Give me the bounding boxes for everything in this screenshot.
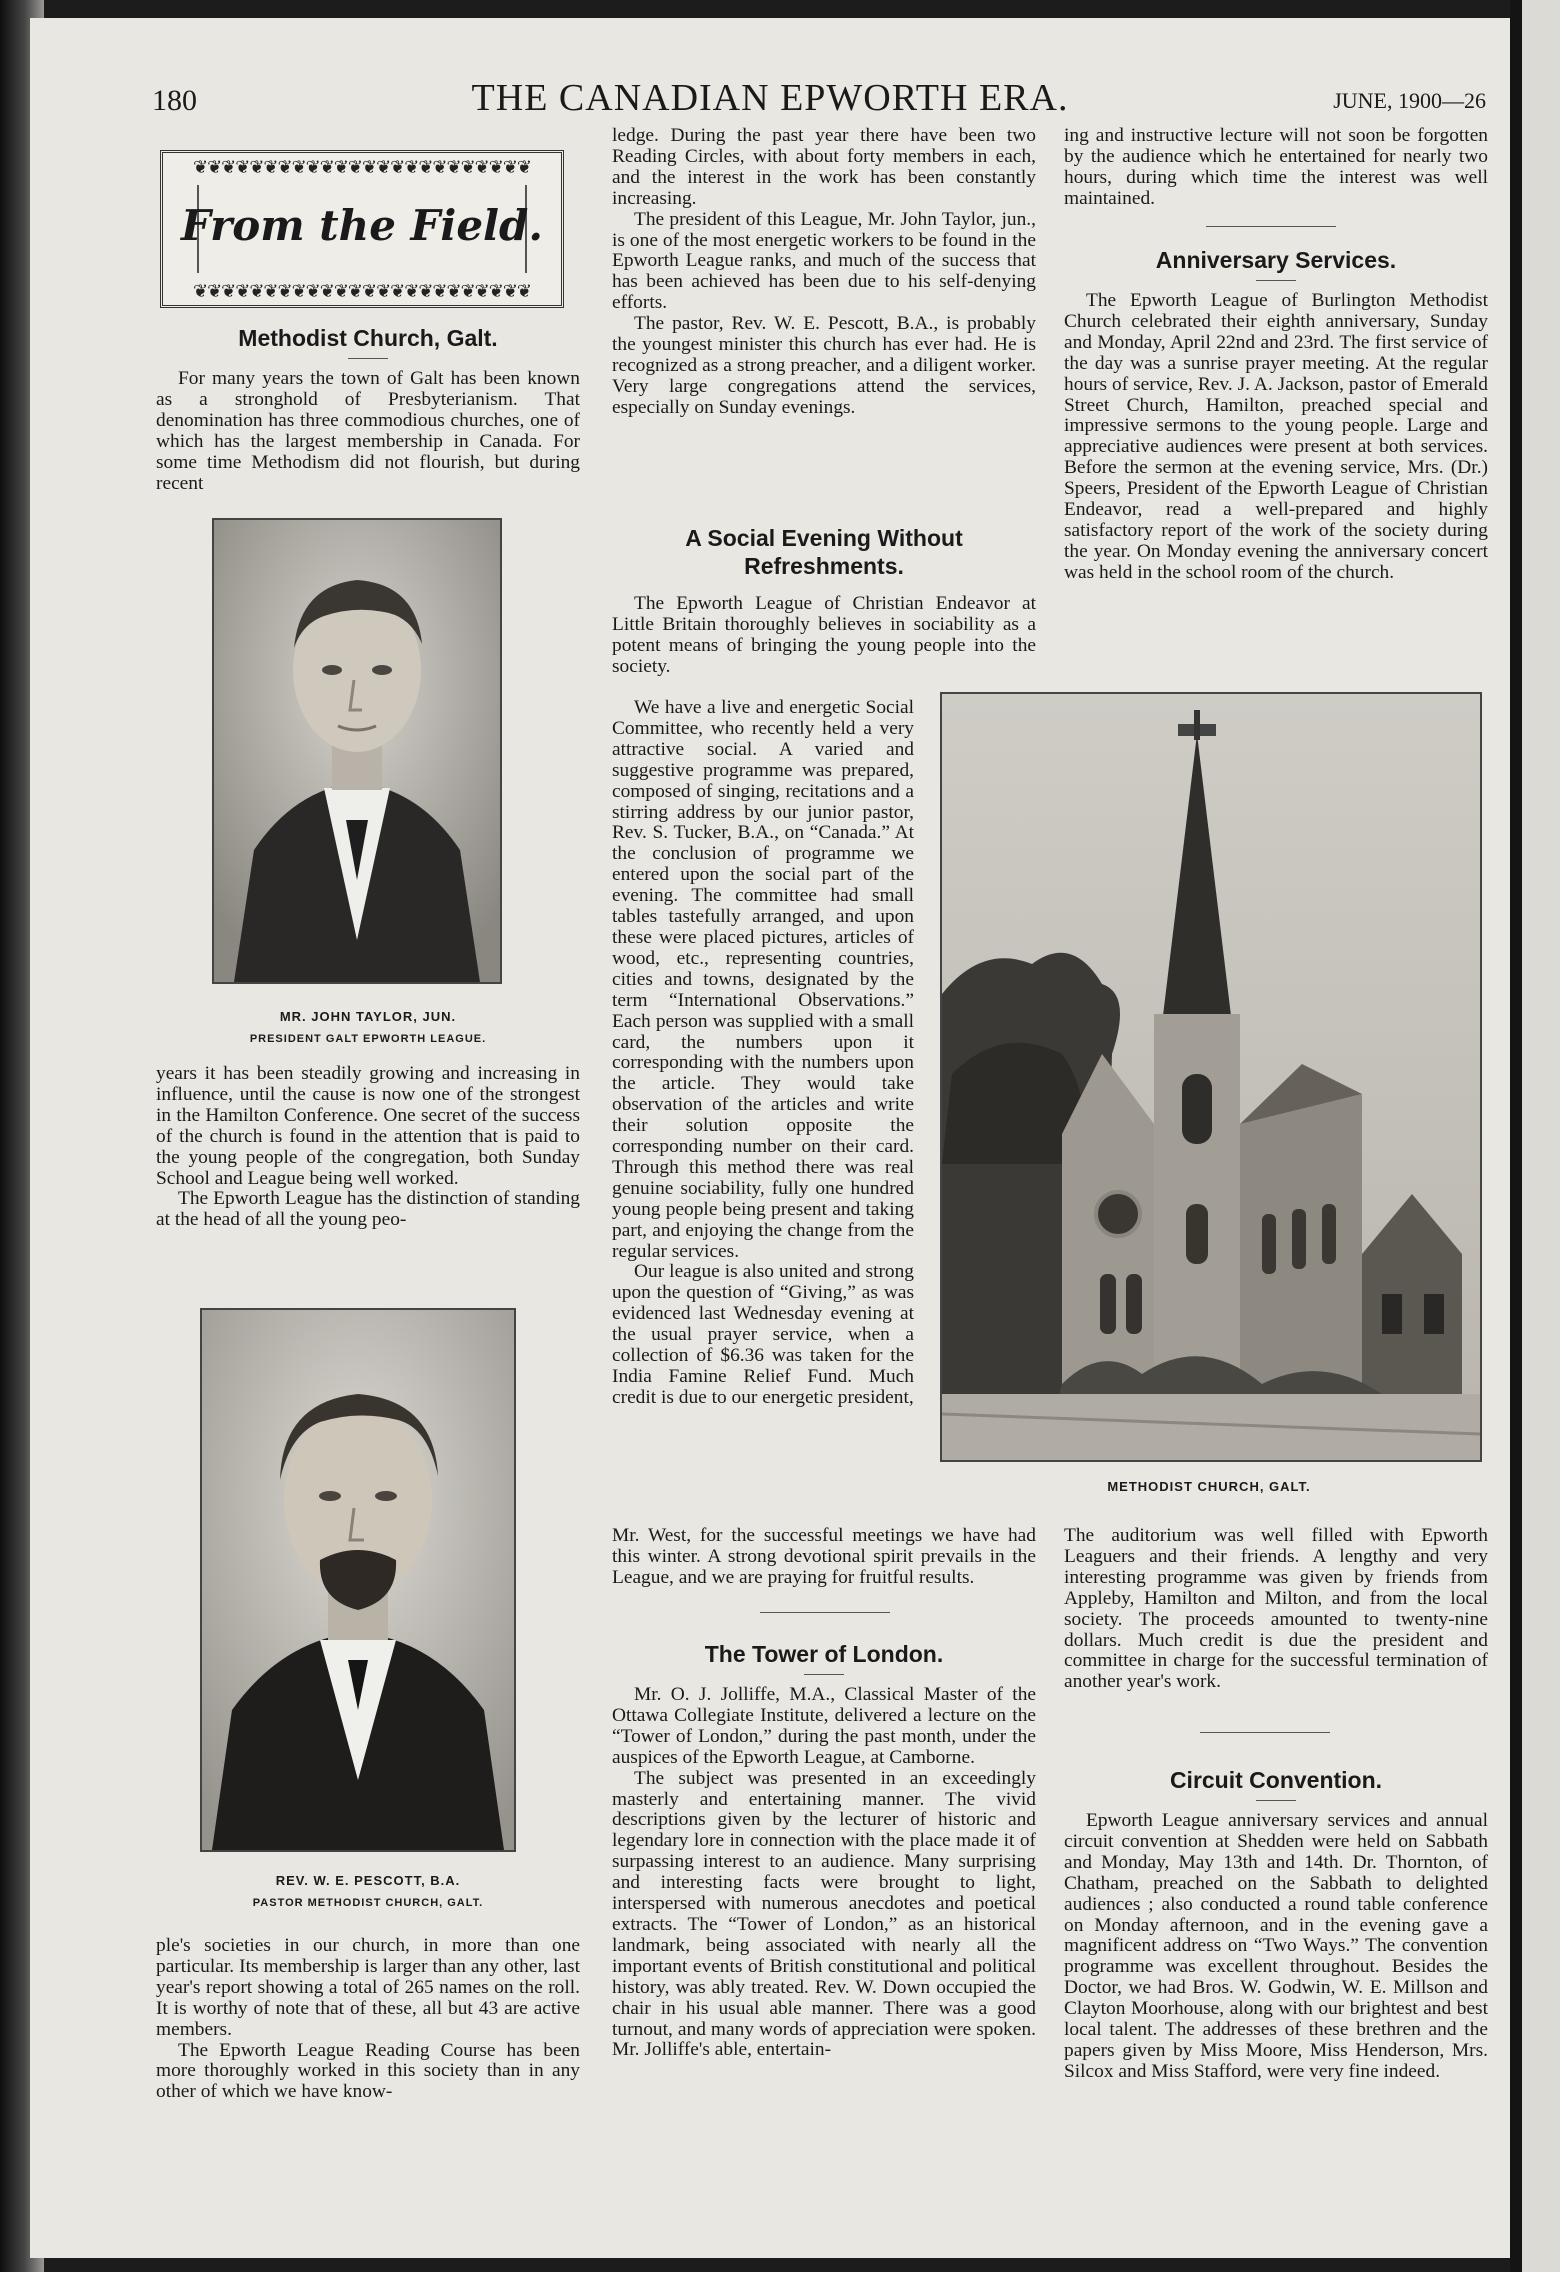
- circuit-article-title: Circuit Convention.: [1169, 1767, 1383, 1793]
- galt-article-col2: [612, 126, 1036, 419]
- anniversary-paragraph: The auditorium was well filled with Epworth Leaguers and their friends. A lengthy and very interesting programme was given by friends from Appleby, Hamilton and Milton, and from the local society. The proceeds amounted to twenty-nine dollars. Much credit is due the president and committee in charge for the successful termination of another year's work.: [1064, 1525, 1488, 1693]
- galt-paragraph: ple's societies in our church, in more than one particular. Its membership is larger than any other, last year's report showing a total of 265 names on the roll. It is worthy of note that of these, all but 43 are active members.: [156, 1935, 580, 2040]
- issue-date: JUNE, 1900—26: [1333, 88, 1486, 113]
- galt-paragraph: The Epworth League has the distinction of standing at the head of all the young peo-: [156, 1188, 580, 1231]
- circuit-paragraph: Epworth League anniversary services and annual circuit convention at Shedden were held on Sabbath and Monday, May 13th and 14th. Dr. Thornton, of Chatham, preached on the Sabbath to delighted audiences ; also conducted a round table conference on Monday afternoon, and in the evening gave a magnificent address on “Two Ways.” The convention programme was excellent throughout. Besides the Doctor, we had Bros. W. Godwin, W. E. Millson and Clayton Moorhouse, along with our brightest and best local talent. The addresses of these brethren and the papers given by Miss Moore, Miss Henderson, Mrs. Silcox and Miss Stafford, were very fine indeed.: [1064, 1810, 1488, 2082]
- galt-paragraph: The Epworth League Reading Course has been more thoroughly worked in this society than in any other of which we have know-: [156, 2039, 580, 2103]
- galt-paragraph: ledge. During the past year there have been two Reading Circles, with about forty members in each, and the interest in the work has been constantly increasing.: [612, 125, 1036, 209]
- social-paragraph: Mr. West, for the successful meetings we have had this winter. A strong devotional spirit prevails in the League, and we are praying for fruitful results.: [612, 1525, 1036, 1588]
- caption-name: REV. W. E. PESCOTT, B.A.: [275, 1873, 461, 1888]
- social-paragraph: Our league is also united and strong upon the question of “Giving,” as was evidenced last Wednesday evening at the usual prayer service, when a collection of $6.36 was taken for the India Famine Relief Fund. Much credit is due to our energetic president,: [612, 1261, 914, 1408]
- page-number: 180: [152, 84, 197, 117]
- caption-john-taylor: [156, 1006, 580, 1050]
- social-article-title: A Social Evening Without Refreshments.: [685, 525, 963, 579]
- galt-paragraph: years it has been steadily growing and increasing in influence, until the cause is now one of the strongest in the Hamilton Conference. One secret of the success of the church is found in the attention that is paid to the young people of the congregation, both Sunday School and League being well worked.: [156, 1063, 580, 1189]
- caption-title: PASTOR METHODIST CHURCH, GALT.: [252, 1897, 484, 1909]
- photo-john-taylor: [212, 518, 502, 984]
- tower-paragraph: Mr. O. J. Jolliffe, M.A., Classical Master of the Ottawa Collegiate Institute, delivered a lecture on the “Tower of London,” during the past month, under the auspices of the Epworth League, at Camborne.: [612, 1684, 1036, 1768]
- anniversary-article: [1064, 246, 1488, 584]
- caption-church: METHODIST CHURCH, GALT.: [1107, 1479, 1311, 1494]
- title-rule: [348, 358, 388, 359]
- tower-paragraph: ing and instructive lecture will not soon be forgotten by the audience which he entertained for nearly two hours, during which time the interest was well maintained.: [1064, 125, 1488, 209]
- galt-paragraph: For many years the town of Galt has been known as a stronghold of Presbyterianism. That denomination has three commodious churches, one of which has the largest membership in Canada. For some time Methodism did not flourish, but during recent: [156, 368, 580, 494]
- caption-name: MR. JOHN TAYLOR, JUN.: [279, 1009, 457, 1024]
- social-evening-narrow: [612, 698, 914, 1409]
- from-the-field-banner: [160, 150, 564, 308]
- portrait-john-taylor: [214, 520, 500, 982]
- galt-article-start: [156, 324, 580, 494]
- galt-article-title: Methodist Church, Galt.: [238, 325, 498, 351]
- social-paragraph: The Epworth League of Christian Endeavor at Little Britain thoroughly believes in sociability as a potent means of bringing the young people into the society.: [612, 593, 1036, 677]
- tower-of-london-article: [612, 1640, 1036, 2061]
- galt-paragraph: The president of this League, Mr. John Taylor, jun., is one of the most energetic workers to be found in the Epworth League ranks, and much of the success that has been achieved has been due to his self-denying efforts.: [612, 208, 1036, 314]
- article-divider: [1200, 1732, 1330, 1733]
- anniversary-paragraph: The Epworth League of Burlington Methodist Church celebrated their eighth anniversary, Sunday and Monday, April 22nd and 23rd. The first service of the day was a sunrise prayer meeting. At the regular hours of service, Rev. J. A. Jackson, pastor of Emerald Street Church, Hamilton, preached special and impressive sermons to the young people. Large and appreciative audiences were present at both services. Before the sermon at the evening service, Mrs. (Dr.) Speers, President of the Epworth League of Christian Endeavor, read a well-prepared and highly satisfactory report of the work of the society during the year. On Monday evening the anniversary concert was held in the school room of the church.: [1064, 290, 1488, 583]
- adjacent-page-edge: [1510, 0, 1560, 2272]
- anniversary-article-end: [1064, 1526, 1488, 1693]
- ornament-border-bottom: ❦❦❦❦❦❦❦❦❦❦❦❦❦❦❦❦❦❦❦❦❦❦❦❦: [193, 281, 531, 301]
- tower-article-col3: [1064, 126, 1488, 210]
- article-divider: [1206, 226, 1336, 227]
- church-illustration: [942, 694, 1480, 1460]
- galt-article-end: [156, 1936, 580, 2103]
- photo-we-pescott: [200, 1308, 516, 1852]
- social-evening-end: [612, 1526, 1036, 1589]
- running-header: [30, 76, 1510, 126]
- tower-paragraph: The subject was presented in an exceedingly masterly and entertaining manner. The vivid descriptions given by the lecturer of historic and legendary lore in connection with the place made it of surpassing interest to an audience. Many surprising and interesting facts were brought to light, interspersed with numerous anecdotes and poetical extracts. The “Tower of London,” as an historical landmark, being associated with nearly all the important events of British constitutional and political history, was ably treated. Rev. W. Down occupied the chair in his usual able manner. There was a good turnout, and many words of appreciation were spoken. Mr. Jolliffe's able, entertain-: [612, 1767, 1036, 2061]
- magazine-page: [30, 18, 1510, 2258]
- tower-article-title: The Tower of London.: [704, 1641, 944, 1667]
- caption-we-pescott: [156, 1870, 580, 1914]
- caption-title: PRESIDENT GALT EPWORTH LEAGUE.: [249, 1033, 487, 1045]
- page-gap: [1510, 0, 1522, 2272]
- social-evening-article: [612, 524, 1036, 678]
- anniversary-article-title: Anniversary Services.: [1155, 247, 1397, 273]
- ornament-border-top: ❦❦❦❦❦❦❦❦❦❦❦❦❦❦❦❦❦❦❦❦❦❦❦❦: [193, 157, 531, 177]
- article-divider: [760, 1612, 890, 1613]
- publication-title: THE CANADIAN EPWORTH ERA.: [471, 77, 1069, 119]
- galt-article-continued: [156, 1064, 580, 1231]
- circuit-convention-article: [1064, 1766, 1488, 2083]
- banner-title: From the Field.: [180, 201, 543, 250]
- social-paragraph: We have a live and energetic Social Committee, who recently held a very attractive social. A varied and suggestive programme was prepared, composed of singing, recitations and a stirring address by our junior pastor, Rev. S. Tucker, B.A., on “Canada.” At the conclusion of programme we entered upon the social part of the evening. The committee had small tables tastefully arranged, and upon these were placed pictures, articles of wood, etc., representing countries, cities and towns, designated by the term “International Observations.” Each person was supplied with a small card, the numbers upon it corresponding with the numbers upon the article. They would take observation of the articles and write their solution opposite the corresponding number on their card. Through this method there was real genuine sociability, fully one hundred young people being present and taking part, and enjoying the change from the regular services.: [612, 697, 914, 1262]
- galt-paragraph: The pastor, Rev. W. E. Pescott, B.A., is probably the youngest minister this church has ever had. He is recognized as a strong preacher, and a diligent worker. Very large congregations attend the services, especially on Sunday evenings.: [612, 313, 1036, 418]
- portrait-we-pescott: [202, 1310, 514, 1850]
- photo-methodist-church-galt: [940, 692, 1482, 1462]
